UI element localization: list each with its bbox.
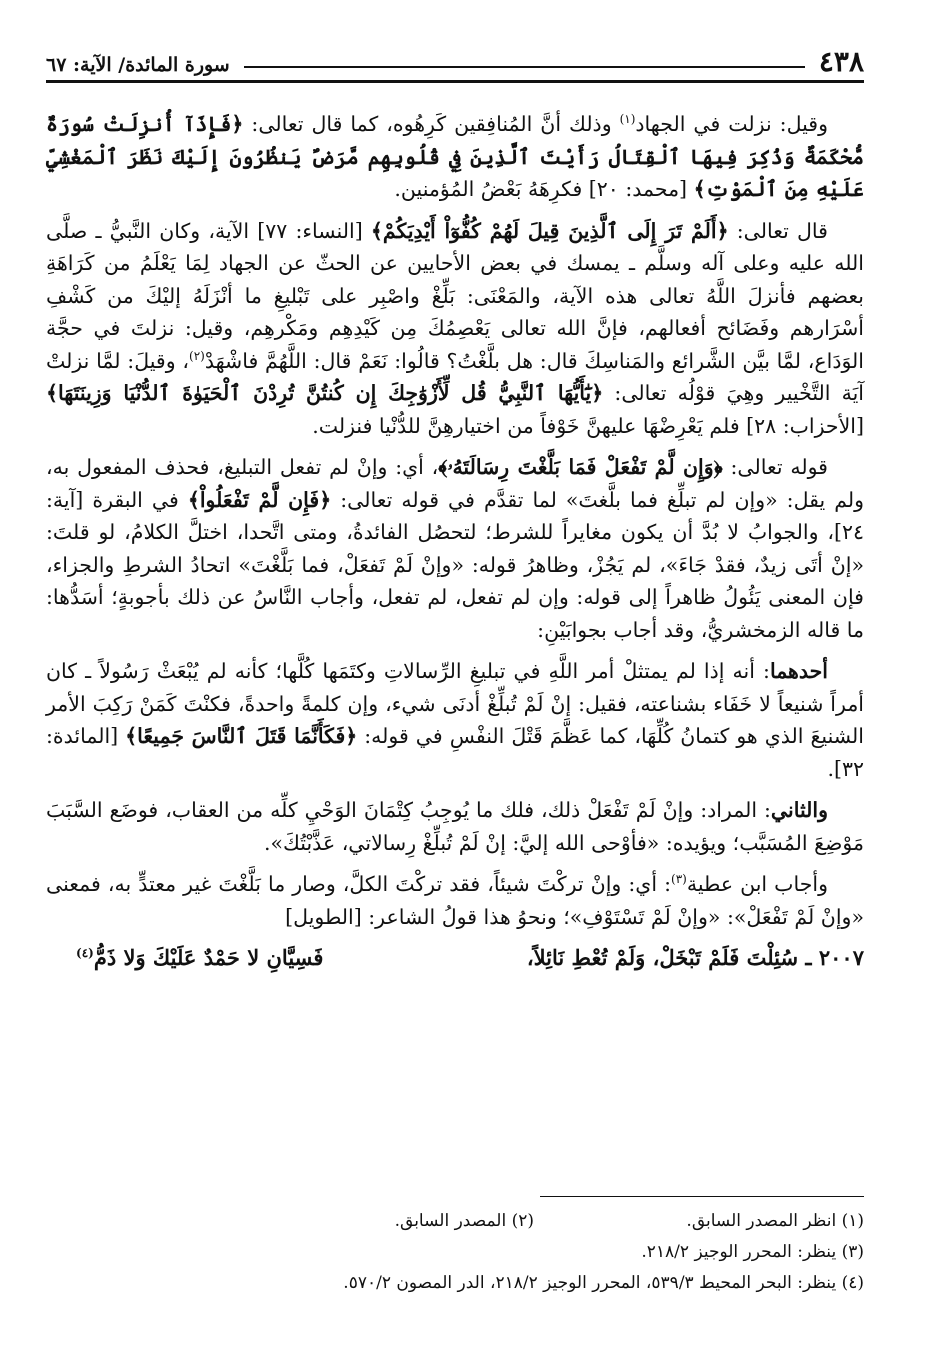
footnote-2: (٢) المصدر السابق.	[394, 1211, 534, 1231]
footnote-1: (١) انظر المصدر السابق.	[686, 1211, 864, 1231]
page-number: ٤٣٨	[818, 45, 864, 78]
footnote-separator	[540, 1196, 864, 1197]
verse-first-half: ٢٠٠٧ ـ سُئِلْتَ فَلَمْ تَبْخَلْ، وَلَمْ تُعْطِ نَائِلاً،	[526, 945, 864, 970]
footnote-ref: (٢)	[189, 348, 205, 363]
header-rule	[244, 66, 805, 68]
paragraph-6: وأجاب ابن عطية$^{(٣)}$: أي: وإنْ تركْتَ شيئاً، فقد تركْتَ الكلَّ، وصار ما بَلَّغْتَ غير معتدٍّ به، فمعنى «وإنْ لَمْ تَفْعَلْ»: «وإنْ لَمْ تَسْتَوْفِ»؛ ونحوُ هذا قولُ الشاعر: [الطويل]	[46, 872, 864, 929]
page-header	[46, 40, 864, 83]
quran-quote: ﴿فَإِذَآ أُنزِلَتْ سُورَةٌ مُّحْكَمَةٌ وَذُكِرَ فِيهَا ٱلْقِتَالُ رَأَيْتَ ٱلَّذِينَ فِي قُلُوبِهِم مَّرَضٌ يَنظُرُونَ إِلَيْكَ نَظَرَ ٱلْمَغْشِيِّ عَلَيْهِ مِنَ ٱلْمَوْتِ﴾	[46, 112, 864, 201]
answer-heading: والثاني	[770, 798, 828, 822]
verse-number: ٢٠٠٧ ـ	[805, 945, 864, 970]
footnote-ref: (١)	[619, 112, 636, 127]
answer-heading: أحدهما	[769, 659, 828, 683]
verse-second-half: فَسِيَّانِ لا حَمْدٌ عَلَيْكَ وَلا ذَمُّ$^{(٤)}$	[76, 945, 324, 970]
paragraph-1: وقيل: نزلت في الجهاد$^{(١)}$ وذلك أنَّ المُنافِقين كَرِهُوه، كما قال تعالى: ﴿فَإِذَآ أُنزِلَتْ سُورَةٌ مُّحْكَمَةٌ وَذُكِرَ فِيهَا ٱلْقِتَالُ رَأَيْتَ ٱلَّذِينَ فِي قُلُوبِهِم مَّرَضٌ يَنظُرُونَ إِلَيْكَ نَظَرَ ٱلْمَغْشِيِّ عَلَيْهِ مِنَ ٱلْمَوْتِ﴾ [محمد: ٢٠] فكرِهَهُ بَعْضُ المُؤمنين.	[46, 112, 864, 201]
quran-quote: ﴿وَإِن لَّمْ تَفْعَلْ فَمَا بَلَّغْتَ رِسَالَتَهُۥ﴾	[438, 455, 723, 479]
footnote-ref: (٣)	[671, 872, 687, 887]
paragraph-4: أحدهما: أنه إذا لم يمتثلْ أمر اللَّهِ في تبليغِ الرِّسالاتِ وكتَمَها كُلَّها؛ كأنه لم يُبْعَثْ رَسُولاً ـ كان أمراً شنيعاً لا خَفَاء بشناعته، فقيل: إنْ لَمْ تُبلِّغْ أدنَى شيء، وإن كلمةً واحدةً، فكنْتَ كَمَنْ رَكِبَ الأمر الشنيعَ الذي هو كتمانُ كُلِّهَا، كما عَظَّمَ قَتْلَ النفْسِ في قوله: ﴿فَكَأَنَّمَا قَتَلَ ٱلنَّاسَ جَمِيعًا﴾ [المائدة: ٣٢].	[46, 659, 864, 781]
paragraph-5: والثاني: المراد: وإنْ لَمْ تَفْعَلْ ذلك، فلك ما يُوجِبُ كِتْمَانَ الوَحْيِ كلِّه من العقاب، فوضَع السَّبَبَ مَوْضِعَ المُسَبَّب؛ ويؤيده: «فأوْحى الله إليَّ: إنْ لَمْ تُبلِّغْ رِسالاتي، عَذَّبْتُكَ».	[46, 798, 864, 855]
footnote-3: (٣) ينظر: المحرر الوجيز ٢١٨/٢.	[641, 1242, 864, 1262]
footnote-ref: (٤)	[76, 946, 94, 960]
sura-label: سورة المائدة/ الآية: ٦٧	[46, 54, 230, 76]
quran-quote: ﴿أَلَمْ تَرَ إِلَى ٱلَّذِينَ قِيلَ لَهُمْ كُفُّوٓاْ أَيْدِيَكُمْ﴾	[370, 218, 729, 243]
footnote-row	[46, 1206, 864, 1237]
main-text	[46, 108, 864, 975]
quran-quote: ﴿فَإِن لَّمْ تَفْعَلُواْ﴾	[187, 487, 332, 512]
footnotes	[46, 1206, 864, 1299]
quran-quote: ﴿يَٰٓأَيُّهَا ٱلنَّبِيُّ قُل لِّأَزْوَٰجِكَ إِن كُنتُنَّ تُرِدْنَ ٱلْحَيَوٰةَ ٱلدُّنْيَا وَزِينَتَهَا﴾	[46, 381, 604, 405]
footnote-4: (٤) ينظر: البحر المحيط ٥٣٩/٣، المحرر الوجيز ٢١٨/٢، الدر المصون ٥٧٠/٢.	[343, 1273, 864, 1293]
poetry-verse	[46, 942, 864, 975]
paragraph-3: قوله تعالى: ﴿وَإِن لَّمْ تَفْعَلْ فَمَا بَلَّغْتَ رِسَالَتَهُۥ﴾، أي: وإنْ لم تفعل التبليغ، فحذف المفعول به، ولم يقل: «وإن لم تبلِّغ فما بلَّغتَ» لما تقدَّم في قوله تعالى: ﴿فَإِن لَّمْ تَفْعَلُواْ﴾ في البقرة [آية: ٢٤]، والجوابُ لا بُدَّ أن يكون مغايراً للشرط؛ لتحصُل الفائدةُ، ومتى اتَّحدا، اختلَّ الكلامُ، لو قلتَ: «إنْ أتَى زيدٌ، فقدْ جَاءَ»، لم يَجُزْ، وظاهرُ قوله: «وإنْ لَمْ تَفعَلْ، فما بَلَّغْتَ» اتحادُ الشرطِ والجزاء، فإن المعنى يَئُولُ ظاهراً إلى قوله: وإن لم تفعل، لم تفعل، وأجاب النَّاسُ عن ذلك بأجوبةٍ؛ أسَدُّها: ما قاله الزمخشريُّ، وقد أجاب بجوابَيْنِ:	[46, 455, 865, 642]
quran-quote: ﴿فَكَأَنَّمَا قَتَلَ ٱلنَّاسَ جَمِيعًا﴾	[125, 724, 358, 748]
paragraph-2: قال تعالى: ﴿أَلَمْ تَرَ إِلَى ٱلَّذِينَ قِيلَ لَهُمْ كُفُّوٓاْ أَيْدِيَكُمْ﴾ [النساء: ٧٧] الآية، وكان النَّبيُّ ـ صلَّى الله عليه وعلى آله وسلَّم ـ يمسك في بعض الأحايين عن الحثّ عن الجهاد لِمَا يَعْلَمُ من كَرَاهَةِ بعضهم فأنزلَ اللَّهُ تعالى هذه الآية، والمَعْنَى: بَلِّغْ واصْبِر على تَبْليغِ ما أنْزَلَهُ إليْكَ من كَشْفِ أسْرَارهم وفَضَائح أفعالهم، فإنَّ الله تعالى يَعْصِمُكَ مِن كَيْدِهِم ومَكْرهِم، وقيل: نزلتَ في حجَّة الوَدَاع، لمَّا بيَّن الشَّرائع والمَناسِكَ قال: هل بلَّغْتُ؟ قالُوا: نَعَمْ قال: اللَّهُمَّ فاشْهَدْ$^{(٢)}$، وقيلَ: لمَّا نزلتْ آيَة التَّخْيير وهِيَ قوْلُه تعالى: ﴿يَٰٓأَيُّهَا ٱلنَّبِيُّ قُل لِّأَزْوَٰجِكَ إِن كُنتُنَّ تُرِدْنَ ٱلْحَيَوٰةَ ٱلدُّنْيَا وَزِينَتَهَا﴾ [الأحزاب: ٢٨] فلم يَعْرِضْهَا عليهنَّ خَوْفاً من اختيارهِنَّ للدُّنْيا فنزلت.	[46, 218, 865, 438]
